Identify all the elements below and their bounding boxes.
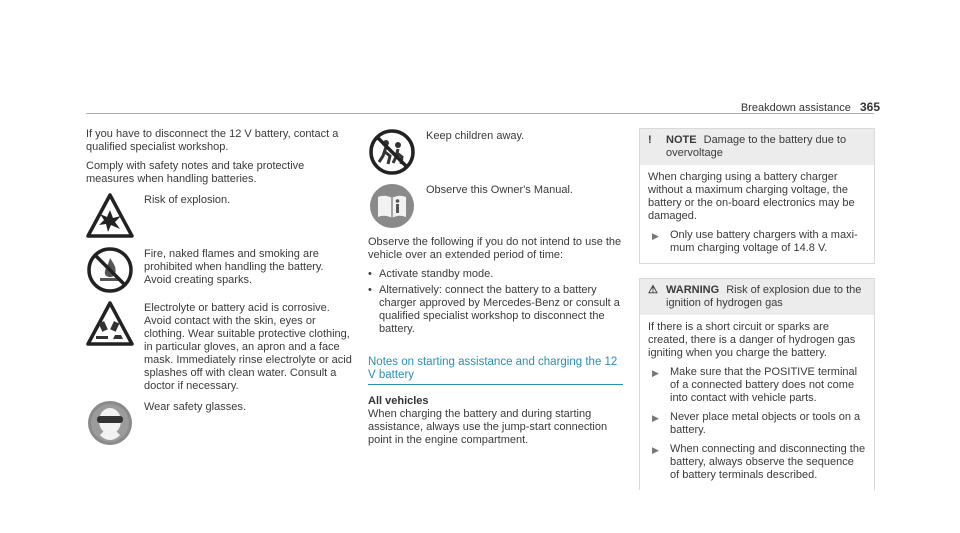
safety-item-no-fire <box>86 246 352 294</box>
safety-item-text: Electrolyte or battery acid is corrosive. Avoid contact with the skin, eyes or clothing. Wear suitable protective clothing, in particular gloves, an apron and a face mask. Immediately rinse electrolyte or acid splashes off with clean water. Consult a doctor if necessary. <box>144 302 352 392</box>
keep-children-away-icon <box>368 128 416 176</box>
list-item: • Activate standby mode. <box>368 268 623 281</box>
step-text: Make sure that the POSITIVE terminal of a connected battery does not come into contact with vehicle parts. <box>670 366 858 404</box>
exclamation-icon: ! <box>648 134 652 146</box>
page-number: 365 <box>859 100 880 114</box>
explosion-warning-icon <box>86 192 134 240</box>
warning-label: WARNING <box>666 284 720 296</box>
warning-title: Risk of explosion due to the ignition of hydrogen gas <box>666 284 862 309</box>
arrow-right-icon: ▶ <box>652 413 659 423</box>
arrow-right-icon: ▶ <box>652 231 659 241</box>
instruction-step <box>648 443 866 482</box>
safety-item-children <box>368 128 623 176</box>
step-text: When connecting and disconnecting the battery, always observe the sequence of battery terminals described. <box>670 443 866 481</box>
observe-text: Observe the following if you do not intend to use the vehicle over an extended period of time: <box>368 236 622 261</box>
note-label: NOTE <box>666 134 697 146</box>
arrow-right-icon: ▶ <box>652 445 659 455</box>
step-text: Only use battery chargers with a maximum charging voltage of 14.8 V. <box>670 229 858 254</box>
warning-body <box>640 315 874 490</box>
safety-item-text: Fire, naked flames and smoking are prohibited when handling the battery. Avoid creating sparks. <box>144 248 324 286</box>
section-title: Breakdown assistance <box>740 102 851 114</box>
instruction-step <box>648 366 866 405</box>
warning-triangle-icon: ⚠ <box>648 284 658 296</box>
note-header <box>640 129 874 165</box>
warning-header <box>640 279 874 315</box>
subheading: All vehicles <box>368 395 429 407</box>
note-text: When charging using a battery charger without a maximum charging voltage, the battery or the on-board electronics may be damaged. <box>648 171 855 222</box>
note-title: Damage to the battery due to overvoltage <box>666 134 847 159</box>
safety-item-glasses <box>86 399 352 447</box>
arrow-right-icon: ▶ <box>652 368 659 378</box>
intro-text-2: Comply with safety notes and take protective measures when handling batteries. <box>86 160 305 185</box>
step-text: Never place metal objects or tools on a battery. <box>670 411 861 436</box>
page-header <box>741 100 880 114</box>
owners-manual-icon <box>368 182 416 230</box>
instruction-step <box>648 411 866 437</box>
column-right <box>639 128 875 504</box>
no-fire-icon <box>86 246 134 294</box>
warning-text: If there is a short circuit or sparks are created, there is a danger of hydrogen gas igniting when you charge the battery. <box>648 321 856 359</box>
instruction-step <box>648 229 866 255</box>
safety-item-text: Risk of explosion. <box>144 194 231 206</box>
safety-item-text: Observe this Owner's Manual. <box>426 184 573 196</box>
corrosive-warning-icon <box>86 300 134 348</box>
warning-box <box>639 278 875 490</box>
column-middle <box>368 128 623 453</box>
section-heading: Notes on starting assistance and charging the 12 V battery <box>368 356 623 385</box>
safety-item-text: Wear safety glasses. <box>144 401 246 413</box>
intro-text-1: If you have to disconnect the 12 V battery, contact a qualified specialist workshop. <box>86 128 339 153</box>
column-left <box>86 128 352 453</box>
safety-glasses-icon <box>86 399 134 447</box>
bullet-list <box>368 268 623 336</box>
safety-item-manual <box>368 182 623 230</box>
note-body <box>640 165 874 263</box>
safety-item-explosion <box>86 192 352 240</box>
body-text: When charging the battery and during starting assistance, always use the jump-start connection point in the engine compartment. <box>368 408 608 446</box>
safety-item-text: Keep children away. <box>426 130 525 142</box>
safety-item-corrosive <box>86 300 352 393</box>
list-item: • Alternatively: connect the battery to a battery charger approved by Mercedes-Benz or consult a qualified specialist workshop to disconnect the battery. <box>368 284 623 336</box>
note-box <box>639 128 875 264</box>
